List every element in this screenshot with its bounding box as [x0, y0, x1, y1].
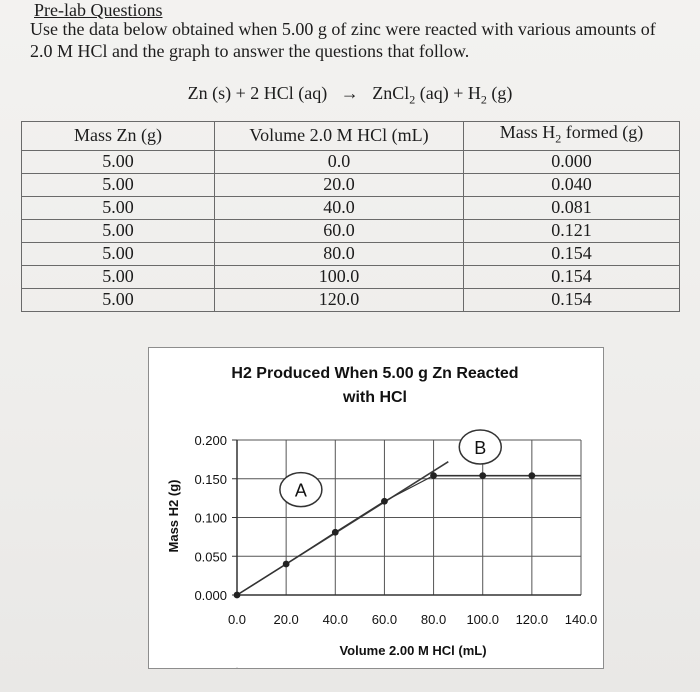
chart-title-line1: H2 Produced When 5.00 g Zn Reacted: [231, 365, 519, 382]
data-point: [430, 472, 437, 479]
x-tick-label: 60.0: [371, 612, 398, 627]
equation-reactants: Zn (s) + 2 HCl (aq): [187, 83, 328, 103]
cell-mass-zn: 5.00: [22, 173, 215, 196]
data-point: [528, 472, 535, 479]
x-tick-label: 120.0: [515, 612, 549, 627]
annotation-label: A: [294, 480, 307, 501]
table-row: [22, 242, 680, 265]
header-mass-h2-pre: Mass H: [499, 122, 556, 142]
y-tick-label: 0.000: [194, 588, 227, 603]
chart-plot-layer: [194, 430, 597, 668]
data-point: [283, 561, 290, 568]
annotation-label: B: [474, 437, 487, 458]
table-header-row: [22, 122, 680, 151]
cell-volume: 120.0: [215, 288, 464, 311]
equation-arrow: →: [340, 83, 359, 103]
table-row: [22, 173, 680, 196]
header-mass-h2-post: formed (g): [561, 122, 644, 142]
y-tick-label: 0.050: [194, 549, 227, 565]
cell-mass-zn: 5.00: [22, 242, 215, 265]
intro-text: Use the data below obtained when 5.00 g of zinc were reacted with various amounts of 2.0 M HCl and the graph to answer the questions that follow.: [30, 19, 656, 61]
cell-mass-h2: 0.121: [464, 219, 680, 242]
h2-chart: [148, 347, 604, 669]
table-row: [22, 219, 680, 242]
cell-mass-zn: 5.00: [22, 150, 215, 173]
y-tick-label: 0.200: [194, 433, 227, 448]
header-mass-h2: [464, 122, 680, 151]
cell-volume: 20.0: [215, 173, 464, 196]
y-tick-label: 0.150: [194, 471, 227, 487]
cell-mass-h2: 0.154: [464, 288, 680, 311]
x-tick-label: 0.0: [227, 612, 247, 627]
data-point: [381, 498, 388, 505]
x-tick-label: 100.0: [466, 612, 499, 627]
equation-sub-1: 2: [409, 92, 416, 107]
data-table: [21, 121, 680, 312]
data-point: [479, 472, 486, 479]
x-tick-label: 80.0: [420, 612, 447, 627]
header-mass-h2-sub: 2: [555, 131, 562, 146]
x-tick-label: 20.0: [273, 612, 299, 627]
equation-sub-2: 2: [480, 92, 487, 107]
cell-volume: 40.0: [215, 196, 464, 219]
cell-mass-zn: 5.00: [22, 288, 215, 311]
y-tick-label: 0.100: [194, 510, 227, 526]
data-point: [332, 529, 339, 536]
cell-mass-h2: 0.040: [464, 173, 680, 196]
cell-volume: 0.0: [215, 150, 464, 173]
x-axis-label: Volume 2.00 M HCl (mL): [339, 643, 487, 658]
x-tick-label: 140.0: [564, 612, 598, 627]
cell-mass-zn: 5.00: [22, 265, 215, 288]
cell-mass-h2: 0.000: [464, 150, 680, 173]
equation-product-h: (aq) + H: [415, 83, 481, 103]
data-point: [234, 592, 241, 599]
equation-product-zncl: ZnCl: [372, 83, 410, 103]
table-row: [22, 196, 680, 219]
y-axis-label: Mass H2 (g): [166, 479, 181, 553]
header-mass-zn: Mass Zn (g): [22, 122, 215, 151]
cell-mass-h2: 0.154: [464, 265, 680, 288]
reaction-equation: [0, 83, 700, 108]
table-row: [22, 288, 680, 311]
cell-mass-h2: 0.154: [464, 242, 680, 265]
table-row: [22, 150, 680, 173]
header-volume-hcl: Volume 2.0 M HCl (mL): [215, 122, 464, 151]
cell-mass-zn: 5.00: [22, 196, 215, 219]
chart-svg: [149, 348, 603, 668]
x-tick-label: 40.0: [322, 612, 348, 627]
cell-volume: 60.0: [215, 219, 464, 242]
cell-mass-zn: 5.00: [22, 219, 215, 242]
table-row: [22, 265, 680, 288]
page-heading: Pre-lab Questions: [34, 0, 163, 20]
chart-title-line2: with HCl: [343, 389, 407, 406]
equation-product-state: (g): [486, 83, 513, 103]
cell-volume: 80.0: [215, 242, 464, 265]
cell-mass-h2: 0.081: [464, 196, 680, 219]
cell-volume: 100.0: [215, 265, 464, 288]
